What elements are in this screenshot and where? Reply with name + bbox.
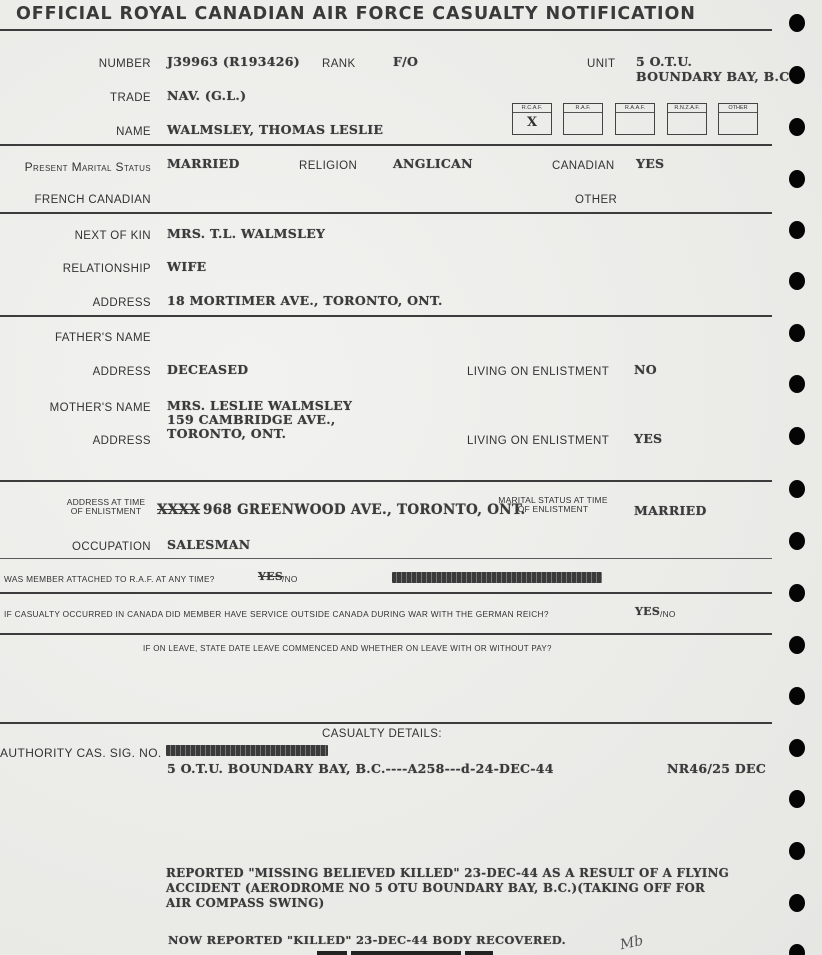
- punch-hole-icon: [789, 66, 805, 84]
- mother-living-label: LIVING ON ENLISTMENT: [467, 435, 610, 447]
- canadian-value: YES: [636, 156, 665, 171]
- outside-canada-answer: YES: [635, 605, 661, 618]
- bottom-edge-mark: [465, 951, 493, 955]
- religion-value: ANGLICAN: [393, 156, 473, 171]
- punch-hole-icon: [789, 427, 805, 445]
- father-name-label: FATHER'S NAME: [55, 332, 151, 344]
- punch-hole-icon: [789, 118, 805, 136]
- handwritten-initials: Mb: [618, 932, 645, 954]
- redacted-strikeout: [392, 572, 602, 583]
- father-address-label: ADDRESS: [92, 366, 151, 378]
- enlistment-marital-label: [487, 496, 619, 514]
- service-number: J39963 (R193426): [167, 54, 300, 69]
- redacted-authority-number: [166, 745, 328, 756]
- divider: [0, 592, 772, 594]
- other-label: OTHER: [575, 194, 618, 206]
- canadian-label: CANADIAN: [552, 160, 615, 172]
- service-box-label: R.A.F.: [564, 104, 602, 113]
- marital-status-label: Present Marital Status: [24, 160, 151, 174]
- kin-address-value: 18 MORTIMER AVE., TORONTO, ONT.: [167, 293, 443, 308]
- enlistment-marital-label-line-1: MARITAL STATUS AT TIME: [498, 495, 608, 505]
- reference-number: NR46/25 DEC: [667, 761, 767, 776]
- mother-living-value: YES: [634, 431, 663, 446]
- occupation-label: OCCUPATION: [72, 541, 151, 553]
- mother-name-value: MRS. LESLIE WALMSLEY: [167, 398, 353, 413]
- punch-hole-icon: [789, 14, 805, 32]
- enlistment-address-label: [60, 498, 152, 516]
- service-box-label: R.C.A.F.: [513, 104, 551, 113]
- bottom-edge-mark: [351, 951, 461, 955]
- religion-label: RELIGION: [299, 160, 358, 172]
- mother-address-line-1: 159 CAMBRIDGE AVE.,: [167, 412, 336, 427]
- marital-status-value: MARRIED: [167, 156, 240, 171]
- father-living-value: NO: [634, 362, 657, 377]
- report-line-2: ACCIDENT (AERODROME NO 5 OTU BOUNDARY BAY, B.C.)(TAKING OFF FOR: [166, 881, 706, 895]
- service-box-other: [718, 103, 758, 135]
- punch-hole-icon: [789, 324, 805, 342]
- unit-label: UNIT: [587, 58, 616, 70]
- raf-answer: /NO: [282, 574, 298, 584]
- punch-hole-icon: [789, 272, 805, 290]
- punch-hole-icon: [789, 375, 805, 393]
- relationship-value: WIFE: [167, 259, 207, 274]
- divider: [0, 212, 772, 214]
- mother-address-line-2: TORONTO, ONT.: [167, 426, 287, 441]
- trade-label: TRADE: [110, 92, 151, 104]
- punch-hole-icon: [789, 170, 805, 188]
- raf-attached-question: WAS MEMBER ATTACHED TO R.A.F. AT ANY TIME?: [4, 574, 215, 584]
- enlistment-address-label-line-2: OF ENLISTMENT: [70, 506, 142, 516]
- enlistment-address-value: 968 GREENWOOD AVE., TORONTO, ONT.: [203, 502, 526, 518]
- report-line-1: REPORTED "MISSING BELIEVED KILLED" 23-DEC-44 AS A RESULT OF A FLYING: [166, 866, 730, 880]
- divider: [0, 29, 772, 31]
- service-box-raaf: [615, 103, 655, 135]
- outside-canada-answer-tail: /NO: [660, 609, 676, 619]
- bottom-edge-mark: [317, 951, 347, 955]
- rank-value: F/O: [393, 54, 419, 69]
- update-line: NOW REPORTED "KILLED" 23-DEC-44 BODY RECOVERED.: [168, 933, 566, 947]
- number-label: NUMBER: [98, 58, 151, 70]
- mother-address-label: ADDRESS: [92, 435, 151, 447]
- punch-hole-icon: [789, 221, 805, 239]
- divider: [0, 722, 772, 724]
- service-box-rcaf: [512, 103, 552, 135]
- service-box-label: R.A.A.F.: [616, 104, 654, 113]
- service-box-rnzaf: [667, 103, 707, 135]
- service-box-label: OTHER: [719, 104, 757, 113]
- enlistment-address-label-line-1: ADDRESS AT TIME: [66, 497, 146, 507]
- unit-line-2: BOUNDARY BAY, B.C: [636, 69, 790, 84]
- father-address-value: DECEASED: [167, 362, 249, 377]
- punch-hole-icon: [789, 636, 805, 654]
- raf-answer-struck: YES: [258, 570, 284, 583]
- next-of-kin-label: NEXT OF KIN: [74, 230, 151, 242]
- divider: [0, 558, 772, 559]
- next-of-kin-value: MRS. T.L. WALMSLEY: [167, 226, 326, 241]
- form-title: OFFICIAL ROYAL CANADIAN AIR FORCE CASUALTY NOTIFICATION: [16, 4, 696, 24]
- punch-hole-icon: [789, 739, 805, 757]
- divider: [0, 144, 772, 146]
- service-box-label: R.N.Z.A.F.: [668, 104, 706, 113]
- punch-hole-icon: [789, 480, 805, 498]
- service-box-mark: X: [526, 115, 538, 130]
- french-canadian-label: FRENCH CANADIAN: [34, 194, 151, 206]
- report-line-3: AIR COMPASS SWING): [166, 896, 325, 910]
- outside-canada-question: IF CASUALTY OCCURRED IN CANADA DID MEMBER HAVE SERVICE OUTSIDE CANADA DURING WAR WITH THE GERMAN REICH?: [4, 609, 549, 619]
- father-living-label: LIVING ON ENLISTMENT: [467, 366, 610, 378]
- kin-address-label: ADDRESS: [92, 297, 151, 309]
- name-value: WALMSLEY, THOMAS LESLIE: [167, 122, 384, 137]
- name-label: NAME: [116, 126, 151, 138]
- divider: [0, 315, 772, 317]
- punch-hole-icon: [789, 584, 805, 602]
- punch-hole-icon: [789, 687, 805, 705]
- punch-hole-icon: [789, 532, 805, 550]
- relationship-label: RELATIONSHIP: [62, 263, 151, 275]
- casualty-details-heading: CASUALTY DETAILS:: [322, 728, 442, 740]
- authority-detail: 5 O.T.U. BOUNDARY BAY, B.C.----A258---d-24-DEC-44: [167, 761, 554, 776]
- punch-hole-icon: [789, 894, 805, 912]
- mother-name-label: MOTHER'S NAME: [49, 402, 151, 414]
- service-box-raf: [563, 103, 603, 135]
- punch-hole-icon: [789, 944, 805, 955]
- divider: [0, 633, 772, 635]
- punch-hole-icon: [789, 842, 805, 860]
- punch-hole-icon: [789, 790, 805, 808]
- enlistment-address-struck: XXXX: [157, 502, 201, 518]
- divider: [0, 480, 772, 482]
- rank-label: RANK: [322, 58, 356, 70]
- on-leave-question: IF ON LEAVE, STATE DATE LEAVE COMMENCED AND WHETHER ON LEAVE WITH OR WITHOUT PAY?: [143, 644, 552, 653]
- occupation-value: SALESMAN: [167, 537, 251, 552]
- authority-label: AUTHORITY CAS. SIG. NO.: [0, 746, 162, 760]
- unit-line-1: 5 O.T.U.: [636, 54, 693, 69]
- enlistment-marital-value: MARRIED: [634, 503, 707, 518]
- enlistment-marital-label-line-2: OF ENLISTMENT: [517, 504, 589, 514]
- trade-value: NAV. (G.L.): [167, 88, 247, 103]
